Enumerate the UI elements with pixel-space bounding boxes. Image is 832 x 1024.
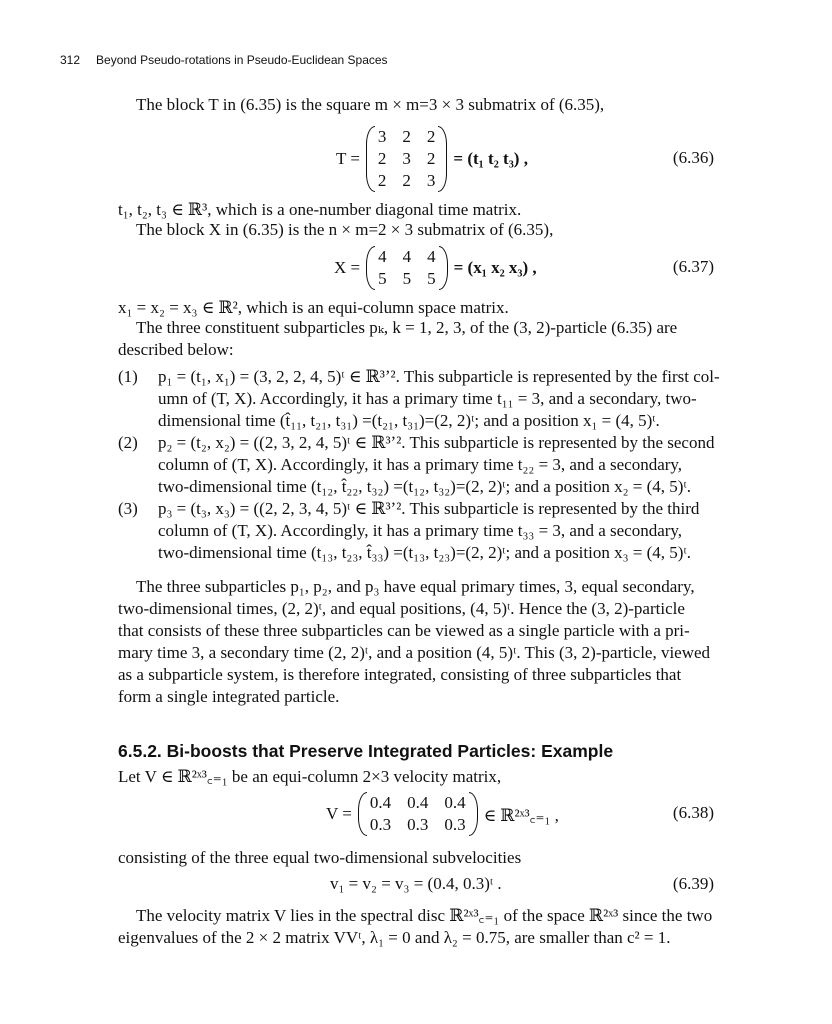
matrix-cell: 2 [377, 171, 387, 190]
paragraph-line: mary time 3, a secondary time (2, 2)ᵗ, and a position (4, 5)ᵗ. This (3, 2)-particle, viewed [118, 643, 711, 662]
item-number: (2) [118, 433, 138, 452]
equation-label: (6.38) [672, 803, 714, 822]
paragraph-line: The block T in (6.35) is the square m × m=3 × 3 submatrix of (6.35), [136, 95, 605, 114]
equation-rhs: ∈ ℝ²ˣ³꜀₌₁ , [483, 805, 559, 825]
matrix-V [367, 793, 469, 835]
equation-6-36 [336, 126, 528, 192]
paragraph-line: The three subparticles p₁, p₂, and p₃ have equal primary times, 3, equal secondary, [136, 577, 695, 596]
paragraph-line: form a single integrated particle. [118, 687, 340, 706]
paragraph-line: The three constituent subparticles pₖ, k = 1, 2, 3, of the (3, 2)-particle (6.35) are [136, 318, 678, 337]
right-paren [438, 126, 447, 192]
matrix-cell: 0.3 [444, 815, 466, 834]
matrix-cell: 5 [378, 269, 387, 288]
matrix-cell: 4 [378, 247, 387, 266]
paragraph-line: Let V ∈ ℝ²ˣ³꜀₌₁ be an equi-column 2×3 velocity matrix, [118, 767, 502, 786]
paragraph-line: described below: [118, 340, 234, 359]
equation-label: (6.39) [672, 874, 714, 893]
list-item-line: two-dimensional time (t₁₃, t₂₃, t̂₃₃) =(t₁₃, t₂₃)=(2, 2)ᵗ; and a position x₃ = (4, 5)ᵗ. [158, 543, 691, 562]
matrix-cell: 2 [426, 127, 436, 146]
list-item-line: p₂ = (t₂, x₂) = ((2, 3, 2, 4, 5)ᵗ ∈ ℝ³ʼ². This subparticle is represented by the second [158, 433, 715, 452]
matrix-cell: 5 [402, 269, 412, 288]
page-number: 312 [60, 53, 81, 67]
list-item-line: dimensional time (t̂₁₁, t₂₁, t₃₁) =(t₂₁, t₃₁)=(2, 2)ᵗ; and a position x₁ = (4, 5)ᵗ. [158, 411, 660, 430]
paragraph-line: eigenvalues of the 2 × 2 matrix VVᵗ, λ₁ = 0 and λ₂ = 0.75, are smaller than c² = 1. [118, 928, 671, 947]
list-item-line: column of (T, X). Accordingly, it has a primary time t₂₂ = 3, and a secondary, [158, 455, 683, 474]
matrix-X [375, 247, 439, 289]
equation-lhs: V = [326, 804, 352, 823]
running-title: Beyond Pseudo-rotations in Pseudo-Euclidean Spaces [96, 53, 388, 67]
item-number: (3) [118, 499, 138, 518]
equation-lhs: T = [336, 149, 360, 168]
matrix-cell: 2 [402, 171, 411, 190]
matrix-cell: 0.3 [407, 815, 429, 834]
paragraph-line: x₁ = x₂ = x₃ ∈ ℝ², which is an equi-column space matrix. [118, 298, 509, 317]
list-item-line: umn of (T, X). Accordingly, it has a primary time t₁₁ = 3, and a secondary, two- [158, 389, 697, 408]
equation-label: (6.37) [672, 257, 714, 276]
paragraph-line: two-dimensional times, (2, 2)ᵗ, and equal positions, (4, 5)ᵗ. Hence the (3, 2)-particle [118, 599, 685, 618]
list-item-line: p₁ = (t₁, x₁) = (3, 2, 2, 4, 5)ᵗ ∈ ℝ³ʼ². This subparticle is represented by the first col- [158, 367, 720, 386]
matrix-cell: 2 [402, 127, 411, 146]
paragraph-line: consisting of the three equal two-dimensional subvelocities [118, 848, 522, 867]
matrix-cell: 5 [427, 269, 436, 288]
item-number: (1) [118, 367, 138, 386]
paragraph-line: that consists of these three subparticles can be viewed as a single particle with a pri- [118, 621, 690, 640]
list-item-line: two-dimensional time (t₁₂, t̂₂₂, t₃₂) =(t₁₂, t₃₂)=(2, 2)ᵗ; and a position x₂ = (4, 5)ᵗ. [158, 477, 691, 496]
list-item-line: p₃ = (t₃, x₃) = ((2, 2, 3, 4, 5)ᵗ ∈ ℝ³ʼ². This subparticle is represented by the third [158, 499, 700, 518]
matrix-T [375, 127, 439, 191]
equation-6-39: v₁ = v₂ = v₃ = (0.4, 0.3)ᵗ . [330, 874, 502, 893]
matrix-cell: 3 [377, 127, 387, 146]
equation-6-37 [334, 246, 537, 290]
paragraph-line: The block X in (6.35) is the n × m=2 × 3 submatrix of (6.35), [136, 220, 554, 239]
matrix-cell: 4 [427, 247, 436, 266]
right-paren [439, 246, 448, 290]
right-paren [469, 792, 478, 836]
matrix-cell: 2 [377, 149, 387, 168]
section-heading: 6.5.2. Bi-boosts that Preserve Integrated Particles: Example [118, 741, 614, 761]
matrix-cell: 3 [426, 171, 436, 190]
equation-lhs: X = [334, 258, 361, 277]
matrix-cell: 0.4 [444, 793, 466, 812]
running-header [60, 53, 388, 67]
paragraph-line: The velocity matrix V lies in the spectral disc ℝ²ˣ³꜀₌₁ of the space ℝ²ˣ³ since the two [136, 906, 713, 925]
matrix-cell: 4 [402, 247, 412, 266]
equation-6-38 [326, 792, 559, 836]
matrix-cell: 0.4 [407, 793, 429, 812]
equation-rhs: = (t₁ t₂ t₃) , [453, 149, 528, 168]
left-paren [366, 126, 375, 192]
equation-label: (6.36) [672, 148, 714, 167]
paragraph-line: t₁, t₂, t₃ ∈ ℝ³, which is a one-number diagonal time matrix. [118, 200, 522, 219]
matrix-cell: 0.4 [369, 793, 392, 812]
matrix-cell: 0.3 [369, 815, 392, 834]
left-paren [358, 792, 367, 836]
matrix-cell: 2 [426, 149, 436, 168]
matrix-cell: 3 [402, 149, 411, 168]
list-item-line: column of (T, X). Accordingly, it has a primary time t₃₃ = 3, and a secondary, [158, 521, 683, 540]
equation-rhs: = (x₁ x₂ x₃) , [453, 258, 537, 277]
left-paren [366, 246, 375, 290]
paragraph-line: as a subparticle system, is therefore integrated, consisting of three subparticles that [118, 665, 682, 684]
